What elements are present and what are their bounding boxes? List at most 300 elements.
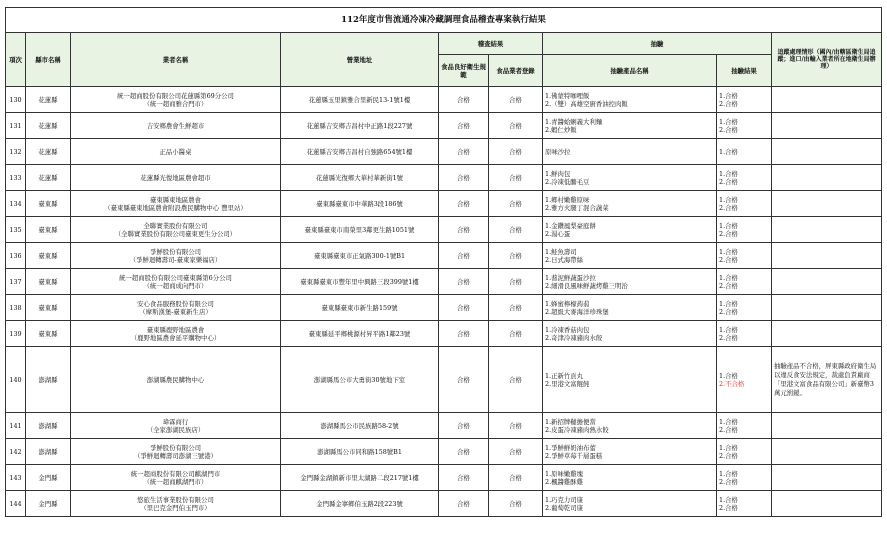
- row-address-line: 花蓮縣吉安鄉吉昌村中正路1段227號: [306, 121, 413, 130]
- row-address: [281, 413, 439, 439]
- row-registration-line: 合格: [509, 95, 522, 104]
- header-gmp: 食品良好衛生規範: [439, 55, 489, 87]
- row-number-line: 140: [9, 375, 22, 384]
- row-results-line: 2.合格: [719, 503, 738, 512]
- row-vendor-line: （爭鮮迴轉壽司-臺東家樂福店）: [129, 255, 222, 264]
- row-address-line: 澎湖縣馬公市民族路58-2號: [320, 421, 399, 430]
- row-vendor-line: 花蓮縣光復地區農會超市: [140, 173, 211, 182]
- row-county-line: 臺東縣: [38, 225, 58, 234]
- row-vendor-line: 臺東縣東地區農會: [149, 195, 202, 204]
- row-results-line: 2.合格: [719, 99, 738, 108]
- table-row: [6, 113, 882, 139]
- row-vendor-line: 爭鮮股份有限公司: [149, 443, 202, 452]
- row-vendor-line: 澎湖縣農民購物中心: [146, 375, 205, 384]
- row-followup: [772, 191, 882, 217]
- row-registration-line: 合格: [509, 121, 522, 130]
- row-number-line: 144: [9, 499, 22, 508]
- row-number-line: 139: [9, 329, 22, 338]
- row-address: [281, 87, 439, 113]
- table-row: [6, 413, 882, 439]
- row-county-line: 花蓮縣: [38, 147, 58, 156]
- row-results-line: 2.合格: [719, 425, 738, 434]
- row-followup: [772, 465, 882, 491]
- row-products: [543, 269, 717, 295]
- row-county: [26, 465, 71, 491]
- row-gmp: [439, 243, 489, 269]
- row-results: [717, 321, 772, 347]
- row-results-line: 2.合格: [719, 333, 738, 342]
- row-products: [543, 465, 717, 491]
- row-registration: [489, 491, 543, 517]
- row-vendor: [71, 439, 281, 465]
- row-results-line: 2.合格: [719, 451, 738, 460]
- row-number: [6, 217, 26, 243]
- row-county: [26, 113, 71, 139]
- row-followup: [772, 295, 882, 321]
- row-number: [6, 269, 26, 295]
- row-number: [6, 347, 26, 413]
- row-registration: [489, 87, 543, 113]
- row-products-line: 1.金鑽鳳梨豪庭餅: [545, 221, 596, 230]
- row-results: [717, 491, 772, 517]
- row-county-line: 臺東縣: [38, 329, 58, 338]
- row-products-line: 2.蝦仁炒飯: [545, 125, 577, 134]
- row-registration-line: 合格: [509, 251, 522, 260]
- row-county-line: 花蓮縣: [38, 95, 58, 104]
- row-results-line: 1.合格: [719, 299, 738, 308]
- row-products-line: 2.（雙）高雄空廚香油控肉飯: [545, 99, 628, 108]
- row-followup: [772, 87, 882, 113]
- row-county: [26, 321, 71, 347]
- table-row: [6, 295, 882, 321]
- row-results-line: 1.合格: [719, 147, 738, 156]
- row-gmp-line: 合格: [457, 95, 470, 104]
- row-address-line: 臺東縣臺東市南榮里3鄰更生路1051號: [304, 225, 415, 234]
- row-products-line: 1.新招牌韃擔便當: [545, 417, 596, 426]
- row-products-line: 2.葡萄乾司康: [545, 503, 584, 512]
- row-address-line: 金門縣金湖鎮新市里太湖路二段217號1樓: [300, 473, 419, 482]
- row-products: [543, 491, 717, 517]
- row-number: [6, 295, 26, 321]
- row-vendor: [71, 165, 281, 191]
- row-number-line: 134: [9, 199, 22, 208]
- row-registration-line: 合格: [509, 421, 522, 430]
- row-results: [717, 439, 772, 465]
- row-products-line: 1.鮮肉包: [545, 169, 571, 178]
- row-vendor: [71, 191, 281, 217]
- row-address-line: 臺東縣臺東市中華路3段186號: [316, 199, 403, 208]
- row-followup: [772, 269, 882, 295]
- row-gmp-line: 合格: [457, 121, 470, 130]
- row-results-line: 1.合格: [719, 417, 738, 426]
- row-results-line: 1.合格: [719, 495, 738, 504]
- row-number-line: 132: [9, 147, 22, 156]
- row-results: [717, 347, 772, 413]
- row-address: [281, 139, 439, 165]
- row-number: [6, 413, 26, 439]
- row-products: [543, 87, 717, 113]
- row-products: [543, 217, 717, 243]
- row-registration: [489, 139, 543, 165]
- table-row: [6, 165, 882, 191]
- row-number-line: 133: [9, 173, 22, 182]
- row-vendor-line: （全聯實業股份有限公司臺東更生分公司）: [114, 229, 237, 238]
- row-address-line: 臺東縣延平鄉桃源村昇平路1鄰23號: [308, 329, 411, 338]
- row-vendor: [71, 413, 281, 439]
- row-number-line: 131: [9, 121, 22, 130]
- row-gmp-line: 合格: [457, 329, 470, 338]
- row-vendor-line: （里巴克金門伯玉門市）: [140, 503, 211, 512]
- row-results-line: 1.合格: [719, 169, 738, 178]
- row-vendor: [71, 139, 281, 165]
- row-number: [6, 113, 26, 139]
- row-results-line: 1.合格: [719, 247, 738, 256]
- row-address-line: 澎湖縣馬公市大勇街30號地下室: [313, 375, 406, 384]
- row-address: [281, 217, 439, 243]
- row-products: [543, 321, 717, 347]
- row-results-line: 2.合格: [719, 307, 738, 316]
- row-number: [6, 321, 26, 347]
- row-address-line: 臺東縣臺東市正氣路300-1號B1: [313, 251, 406, 260]
- table-row: [6, 139, 882, 165]
- row-followup: [772, 439, 882, 465]
- table-row: [6, 87, 882, 113]
- row-followup: [772, 165, 882, 191]
- row-gmp-line: 合格: [457, 173, 470, 182]
- row-registration: [489, 243, 543, 269]
- table-row: [6, 217, 882, 243]
- row-followup: [772, 321, 882, 347]
- row-followup: [772, 139, 882, 165]
- row-vendor: [71, 465, 281, 491]
- row-county-line: 臺東縣: [38, 277, 58, 286]
- row-products-line: 1.鮭魚壽司: [545, 247, 577, 256]
- row-gmp-line: 合格: [457, 277, 470, 286]
- row-results: [717, 413, 772, 439]
- row-vendor-line: 全聯實業股份有限公司: [143, 221, 208, 230]
- row-registration: [489, 217, 543, 243]
- row-gmp: [439, 295, 489, 321]
- row-followup: [772, 413, 882, 439]
- row-gmp-line: 合格: [457, 225, 470, 234]
- row-results-line: 2.合格: [719, 125, 738, 134]
- row-county: [26, 139, 71, 165]
- row-results-line: 2.合格: [719, 177, 738, 186]
- row-county-line: 花蓮縣: [38, 173, 58, 182]
- row-products: [543, 113, 717, 139]
- row-vendor-line: 吉安鄉農會生鮮超市: [146, 121, 205, 130]
- row-products: [543, 243, 717, 269]
- header-registration: 食品業者登錄: [489, 55, 543, 87]
- results-body: [6, 87, 882, 517]
- row-registration-line: 合格: [509, 277, 522, 286]
- row-products-line: 2.奇津冷凍豬肉水餃: [545, 333, 603, 342]
- row-registration: [489, 465, 543, 491]
- row-registration: [489, 165, 543, 191]
- row-county: [26, 87, 71, 113]
- row-address-line: 臺東縣臺東市新生路159號: [321, 303, 398, 312]
- row-products-line: 2.雅方火腿丁混合蔬菜: [545, 203, 609, 212]
- row-followup: [772, 347, 882, 413]
- row-address: [281, 321, 439, 347]
- row-number-line: 135: [9, 225, 22, 234]
- row-number: [6, 439, 26, 465]
- row-products: [543, 165, 717, 191]
- row-gmp: [439, 217, 489, 243]
- row-vendor-line: （鹿野地區農會延平購物中心）: [130, 333, 221, 342]
- row-number-line: 130: [9, 95, 22, 104]
- row-vendor-line: （臺東縣臺東地區農會附設農民購物中心 豐里站）: [104, 203, 247, 212]
- row-address: [281, 491, 439, 517]
- table-row: [6, 347, 882, 413]
- row-registration-line: 合格: [509, 375, 522, 384]
- row-vendor-line: 悠旅生活事業股份有限公司: [137, 495, 214, 504]
- row-registration-line: 合格: [509, 199, 522, 208]
- row-vendor-line: （統一超商麒湖門市）: [143, 477, 208, 486]
- row-county: [26, 191, 71, 217]
- header-followup: 追蹤處理情形（國內/由轄區衛生局追蹤；進口/由輸入業者所在地衛生局辦理）: [772, 33, 882, 87]
- header-vendor: 業者名稱: [71, 33, 281, 87]
- row-vendor: [71, 217, 281, 243]
- row-registration-line: 合格: [509, 225, 522, 234]
- row-registration-line: 合格: [509, 303, 522, 312]
- row-vendor: [71, 321, 281, 347]
- row-number-line: 138: [9, 303, 22, 312]
- row-followup: [772, 113, 882, 139]
- row-registration: [489, 191, 543, 217]
- row-products-line: 2.冷凍低醣毛豆: [545, 177, 590, 186]
- row-vendor-line: 安心食品服務股份有限公司: [137, 299, 214, 308]
- row-address-line: 花蓮縣玉里鎮雅合里新民13-1號1樓: [308, 95, 411, 104]
- row-products: [543, 295, 717, 321]
- row-products-line: 2.湯心蛋: [545, 229, 571, 238]
- row-products-line: 1.爭鮮鮮奶油布蕾: [545, 443, 596, 452]
- row-results-line: 2.合格: [719, 229, 738, 238]
- row-results-line: 2.合格: [719, 203, 738, 212]
- table-row: [6, 191, 882, 217]
- table-row: [6, 321, 882, 347]
- row-number: [6, 165, 26, 191]
- row-number: [6, 243, 26, 269]
- row-vendor: [71, 243, 281, 269]
- row-address-line: 花蓮縣光復鄉大華村華新街1號: [315, 173, 404, 182]
- row-results-line: 1.合格: [719, 469, 738, 478]
- row-results-line: 1.合格: [719, 195, 738, 204]
- row-number: [6, 465, 26, 491]
- row-number-line: 142: [9, 447, 22, 456]
- row-address-line: 金門縣金寧鄉伯玉路2段223號: [316, 499, 403, 508]
- row-county-line: 金門縣: [38, 473, 58, 482]
- row-gmp-line: 合格: [457, 421, 470, 430]
- header-result: 抽驗結果: [717, 55, 772, 87]
- row-vendor-line: （統一超商雅合門市）: [143, 99, 208, 108]
- row-address: [281, 113, 439, 139]
- row-followup: [772, 217, 882, 243]
- row-gmp: [439, 87, 489, 113]
- row-products-line: 1.蕎泥鮮蔬蛋沙拉: [545, 273, 596, 282]
- row-results-line: 1.合格: [719, 221, 738, 230]
- row-gmp-line: 合格: [457, 199, 470, 208]
- row-results-line: 1.合格: [719, 91, 738, 100]
- row-vendor: [71, 87, 281, 113]
- row-gmp: [439, 321, 489, 347]
- page-title: 112年度市售流通冷凍冷藏調理食品稽查專案執行結果: [6, 8, 882, 33]
- header-inspection-group: 稽查結果: [439, 33, 543, 55]
- row-registration-line: 合格: [509, 329, 522, 338]
- row-products: [543, 139, 717, 165]
- row-number-line: 136: [9, 251, 22, 260]
- row-registration-line: 合格: [509, 499, 522, 508]
- row-registration: [489, 413, 543, 439]
- row-products-line: 1.鄉村嫩雞原味: [545, 195, 590, 204]
- row-results: [717, 269, 772, 295]
- row-gmp: [439, 491, 489, 517]
- row-results-line: 1.合格: [719, 273, 738, 282]
- row-results-line: 1.合格: [719, 443, 738, 452]
- row-products-line: 1.蜂蜜檸檬蒟蒻: [545, 299, 590, 308]
- row-address: [281, 465, 439, 491]
- row-registration: [489, 295, 543, 321]
- header-sampling-group: 抽驗: [543, 33, 772, 55]
- row-county-line: 澎湖縣: [38, 421, 58, 430]
- row-number: [6, 87, 26, 113]
- row-products-line: 1.巧克力司康: [545, 495, 584, 504]
- row-county-line: 澎湖縣: [38, 447, 58, 456]
- row-followup: [772, 243, 882, 269]
- row-products: [543, 347, 717, 413]
- row-products-line: 2.細滑良風味鮮蔬烤雞三明治: [545, 281, 628, 290]
- row-followup-line: 抽驗產品不合格，屏東縣政府衛生局以違反食安法規定，裁處負責廠商「里港文富食品有限公司」新臺幣3萬元罰鍰。: [774, 361, 877, 397]
- row-results: [717, 165, 772, 191]
- row-gmp-line: 合格: [457, 473, 470, 482]
- row-products-line: 1.冷凍香菇肉包: [545, 325, 590, 334]
- row-number-line: 143: [9, 473, 22, 482]
- row-address: [281, 269, 439, 295]
- row-gmp: [439, 269, 489, 295]
- row-vendor: [71, 295, 281, 321]
- row-county-line: 臺東縣: [38, 303, 58, 312]
- row-gmp: [439, 347, 489, 413]
- row-vendor-line: 瑋霖商行: [162, 417, 189, 426]
- header-address: 營業地址: [281, 33, 439, 87]
- row-results-line: 2.合格: [719, 477, 738, 486]
- row-results-line: 2.合格: [719, 255, 738, 264]
- row-vendor-line: （統一超商成向門市）: [143, 281, 208, 290]
- row-number: [6, 191, 26, 217]
- row-products-line: 2.皮蛋冷凍豬肉熱水餃: [545, 425, 609, 434]
- row-gmp: [439, 465, 489, 491]
- table-row: [6, 465, 882, 491]
- row-county: [26, 269, 71, 295]
- row-products-line: 1.佛蒙特咖哩飯: [545, 91, 590, 100]
- row-county-line: 澎湖縣: [38, 375, 58, 384]
- row-gmp: [439, 413, 489, 439]
- row-vendor-line: （爭鮮迴轉壽司澎湖三號港）: [133, 451, 218, 460]
- row-results-line: 1.合格: [719, 117, 738, 126]
- row-products-line: 1.原味嫩雞塊: [545, 469, 584, 478]
- row-number-line: 137: [9, 277, 22, 286]
- row-results-line: 1.合格: [719, 371, 738, 380]
- row-address: [281, 347, 439, 413]
- row-vendor-line: 臺東縣鹿野地區農會: [146, 325, 205, 334]
- row-number: [6, 139, 26, 165]
- row-gmp: [439, 165, 489, 191]
- row-vendor-line: 正品小醫桌: [159, 147, 192, 156]
- row-results: [717, 87, 772, 113]
- table-row: [6, 491, 882, 517]
- row-county: [26, 347, 71, 413]
- row-gmp-line: 合格: [457, 147, 470, 156]
- row-products-line: 2.超級大麥海洋珍珠堡: [545, 307, 609, 316]
- row-address-line: 臺東縣臺東市豐年里中興路三段399號1樓: [300, 277, 419, 286]
- row-gmp: [439, 139, 489, 165]
- row-registration-line: 合格: [509, 473, 522, 482]
- row-gmp-line: 合格: [457, 499, 470, 508]
- header-county: 縣市名稱: [26, 33, 71, 87]
- row-results: [717, 217, 772, 243]
- header-no: 項次: [6, 33, 26, 87]
- row-address: [281, 243, 439, 269]
- row-products: [543, 439, 717, 465]
- row-vendor: [71, 491, 281, 517]
- inspection-results-table: [5, 7, 882, 517]
- row-results-line: 2.合格: [719, 281, 738, 290]
- row-county: [26, 243, 71, 269]
- row-results: [717, 243, 772, 269]
- row-gmp-line: 合格: [457, 251, 470, 260]
- row-gmp-line: 合格: [457, 375, 470, 384]
- table-row: [6, 243, 882, 269]
- row-registration: [489, 269, 543, 295]
- row-vendor: [71, 269, 281, 295]
- row-products: [543, 191, 717, 217]
- row-vendor-line: （全家澎湖民族店）: [146, 425, 205, 434]
- table-row: [6, 439, 882, 465]
- row-registration: [489, 347, 543, 413]
- row-products-line: 2.日式海帶絲: [545, 255, 584, 264]
- row-gmp: [439, 113, 489, 139]
- row-gmp-line: 合格: [457, 303, 470, 312]
- row-address-line: 澎湖縣馬公市同和路158號B1: [317, 447, 402, 456]
- row-number-line: 141: [9, 421, 22, 430]
- row-products-line: 2.爭鮮草莓千層蛋糕: [545, 451, 603, 460]
- row-county-line: 臺東縣: [38, 251, 58, 260]
- row-products-line: 1.青醬蛤蜊義大利麵: [545, 117, 603, 126]
- row-vendor-line: 統一超商股份有限公司臺東縣第6分公司: [119, 273, 232, 282]
- row-county-line: 金門縣: [38, 499, 58, 508]
- row-registration: [489, 113, 543, 139]
- row-registration-line: 合格: [509, 173, 522, 182]
- row-products: [543, 413, 717, 439]
- row-registration-line: 合格: [509, 447, 522, 456]
- row-registration: [489, 439, 543, 465]
- row-results-line: 2.不合格: [719, 379, 745, 388]
- row-county: [26, 217, 71, 243]
- row-products-line: 1.正新竹貢丸: [545, 371, 584, 380]
- row-county: [26, 413, 71, 439]
- row-county: [26, 165, 71, 191]
- row-results: [717, 139, 772, 165]
- inspection-results-sheet: [5, 7, 881, 517]
- row-county-line: 花蓮縣: [38, 121, 58, 130]
- row-county: [26, 491, 71, 517]
- row-address: [281, 439, 439, 465]
- row-vendor: [71, 113, 281, 139]
- row-address: [281, 191, 439, 217]
- row-results: [717, 465, 772, 491]
- row-results: [717, 191, 772, 217]
- row-county: [26, 439, 71, 465]
